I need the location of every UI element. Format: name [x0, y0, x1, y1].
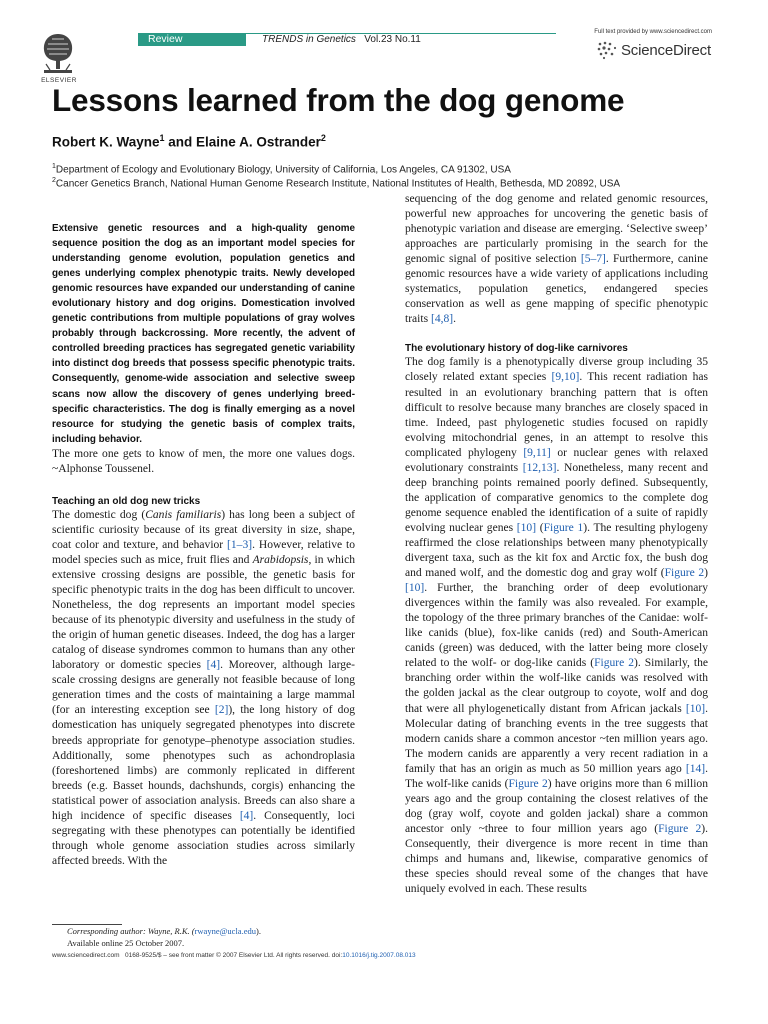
epigraph-quote: The more one gets to know of men, the more one values dogs. ~Alphonse Toussenel.: [52, 447, 355, 475]
section-label: Review: [138, 33, 246, 46]
authors: [52, 133, 326, 150]
reference-link[interactable]: [1–3]: [227, 538, 253, 551]
reference-link[interactable]: [9,10]: [551, 371, 580, 384]
journal-info: [262, 33, 421, 46]
sciencedirect-link[interactable]: www.sciencedirect.com: [52, 952, 120, 959]
affiliation-number: 1: [52, 163, 56, 170]
author-name: Robert K. Wayne: [52, 134, 160, 150]
figure-link[interactable]: Figure 2: [658, 822, 702, 835]
section-heading: Teaching an old dog new tricks: [52, 495, 201, 507]
journal-name: TRENDS in Genetics: [262, 34, 356, 45]
reference-link[interactable]: [5–7]: [580, 253, 606, 266]
affiliation-number: 2: [52, 177, 56, 184]
page-footer: www.sciencedirect.com 0168-9525/$ – see front matter © 2007 Elsevier Ltd. All rights reserved. doi:10.1016/j.tig.2007.08.013: [52, 952, 416, 959]
full-text-notice: Full text provided by www.sciencedirect.com: [594, 29, 712, 35]
figure-link[interactable]: Figure 2: [664, 567, 705, 580]
body-paragraph: sequencing of the dog genome and related genomic resources, powerful new approaches for uncovering the genetic basis of phenotypic variation and disease are emerging. ‘Selective sweep’ approaches are particularly promising in the search for the genomic signal of positive selection [5–7]. Furthermore, canine genomic resources have a wide variety of applications including systematics, population genetics, endangered species conservation as well as gene mapping of specific phenotypic traits [4,8].: [405, 193, 708, 326]
affiliation-text: Cancer Genetics Branch, National Human Genome Research Institute, National Institutes of Health, Bethesda, MD 20892, USA: [55, 178, 621, 190]
corresponding-author-footnote: Corresponding author: Wayne, R.K. (rwayne@ucla.edu).: [67, 926, 261, 936]
doi-link[interactable]: 10.1016/j.tig.2007.08.013: [342, 952, 416, 959]
reference-link[interactable]: [10]: [685, 702, 706, 715]
affiliation: [52, 177, 620, 189]
affiliation: [52, 163, 511, 175]
reference-link[interactable]: [12,13]: [522, 461, 557, 474]
author-superscript: 2: [320, 133, 326, 143]
author-conjunction: and: [164, 134, 197, 150]
journal-volume: Vol.23 No.11: [364, 34, 421, 45]
abstract: Extensive genetic resources and a high-quality genome sequence position the dog as an important model species for understanding genome evolution, population genetics and genes underlying complex phenotypic traits. Newly developed genomic resources have expanded our understanding of canine evolutionary history and dog origins. Domestication involved genetic contributions from multiple populations of gray wolves probably through backcrossing. More recently, the advent of controlled breeding practices has segregated genetic variability into distinct dog breeds that possess specific phenotypic traits. Consequently, genome-wide association and selective sweep scans now allow the discovery of genes underlying breed-specific characteristics. The dog is finally emerging as a novel resource for studying the genetic basis of complex traits, including behavior.: [52, 223, 355, 445]
figure-link[interactable]: Figure 1: [543, 521, 584, 534]
sciencedirect-wordmark: ScienceDirect: [621, 42, 711, 59]
reference-link[interactable]: [10]: [405, 582, 425, 595]
right-column: [405, 192, 708, 897]
left-column: [52, 221, 355, 869]
reference-link[interactable]: [14]: [685, 762, 706, 775]
reference-link[interactable]: [4,8]: [430, 313, 454, 326]
reference-link[interactable]: [4]: [206, 659, 221, 672]
figure-link[interactable]: Figure 2: [508, 777, 548, 790]
reference-link[interactable]: [2]: [214, 704, 229, 717]
reference-link[interactable]: [9,11]: [523, 446, 551, 459]
figure-link[interactable]: Figure 2: [594, 657, 634, 670]
available-online-footnote: Available online 25 October 2007.: [67, 938, 185, 948]
author-superscript: 1: [159, 133, 165, 143]
body-paragraph: The dog family is a phenotypically diverse group including 35 closely related extant species [9,10]. This recent radiation has resulted in an evolutionary branching pattern that is often difficult to resolve because many branches are closely spaced in time. Indeed, past phylogenetic studies focused on rapidly evolving mitochondrial genes, in an attempt to resolve this complicated phylogeny [9,11] or nuclear genes with relaxed evolutionary constraints [12,13]. Nonetheless, many recent and deep branching points remained poorly defined. Subsequently, the application of comparative genomics to the complete dog genome sequence enabled the identification of a suite of rapidly evolving nuclear genes [10] (Figure 1). The resulting phylogeny reaffirmed the close relationships between many phenotypically divergent taxa, such as the kit fox and Arctic fox, the bush dog and maned wolf, and the domestic dog and gray wolf (Figure 2) [10]. Further, the branching order of deep evolutionary divergences within the family was also revealed. For example, the topology of the three primary branches of the Canidae: wolf-like canids (blue), fox-like canids (red) and South-American canids (green) was deduced, with the latter being more closely related to the wolf- or dog-like canids (Figure 2). Similarly, the branching order within the wolf-like canids was resolved with the golden jackal as the clear outgroup to coyote, wolf and dog that were all phylogenetically distant from African jackals [10]. Molecular dating of branching events in the tree suggests that modern canids share a common ancestor ~ten million years ago. The modern canids are apparently a very recent radiation in a family that has an origin as much as 50 million years ago [14]. The wolf-like canids (Figure 2) have origins more than 6 million years ago and the group containing the closest relatives of the dog (gray wolf, coyote and golden jackal) share a common ancestor only ~three to four million years ago (Figure 2). Consequently, their divergence is more recent in time than chimps and humans and, likewise, comparative genomics of these species should reveal some of the changes that have uniquely evolved in each. These results: [405, 356, 709, 896]
publisher-name: ELSEVIER: [41, 77, 77, 84]
article-title: Lessons learned from the dog genome: [52, 82, 625, 118]
sciencedirect-dots-icon: [596, 40, 618, 60]
affiliation-text: Department of Ecology and Evolutionary Biology, University of California, Los Angeles, CA 91302, USA: [55, 164, 511, 176]
section-heading: The evolutionary history of dog-like carnivores: [405, 343, 628, 355]
author-email-link[interactable]: rwayne@ucla.edu: [194, 926, 256, 936]
elsevier-tree-logo-icon: [40, 30, 76, 76]
reference-link[interactable]: [4]: [239, 809, 254, 822]
author-name: Elaine A. Ostrander: [196, 134, 321, 150]
reference-link[interactable]: [10]: [516, 521, 537, 534]
body-paragraph: The domestic dog (Canis familiaris) has long been a subject of scientific curiosity because of its great diversity in size, shape, coat color and texture, and behavior [1–3]. However, relative to model species such as mice, fruit flies and Arabidopsis, in which extensive crossing designs are possible, the genetic basis for specific phenotypic traits in the dog has been difficult to uncover. Nonetheless, the dog represents an important model species because of its phenotypic diversity and usefulness in the study of the origin of human genetic diseases. Indeed, the dog has a larger catalog of disease syndromes common to humans than any other laboratory or domestic species [4]. Moreover, although large-scale crossing designs are generally not feasible because of long generation times and the costs of maintaining a large mammal (for an interesting exception see [2]), the long history of dog domestication has uniquely segregated phenotypes into discrete breeds appropriate for genotype–phenotype association studies. Additionally, some phenotypes such as achondroplasia (foreshortened limbs) are commonly replicated in different breeds (e.g. Basset hounds, dachshunds, corgis) enhancing the statistical power of association analysis. Breeds can also share a high incidence of specific diseases [4]. Consequently, loci segregating with these phenotypes can potentially be identified through whole genome association studies across similarly affected breeds. With the: [52, 508, 355, 867]
